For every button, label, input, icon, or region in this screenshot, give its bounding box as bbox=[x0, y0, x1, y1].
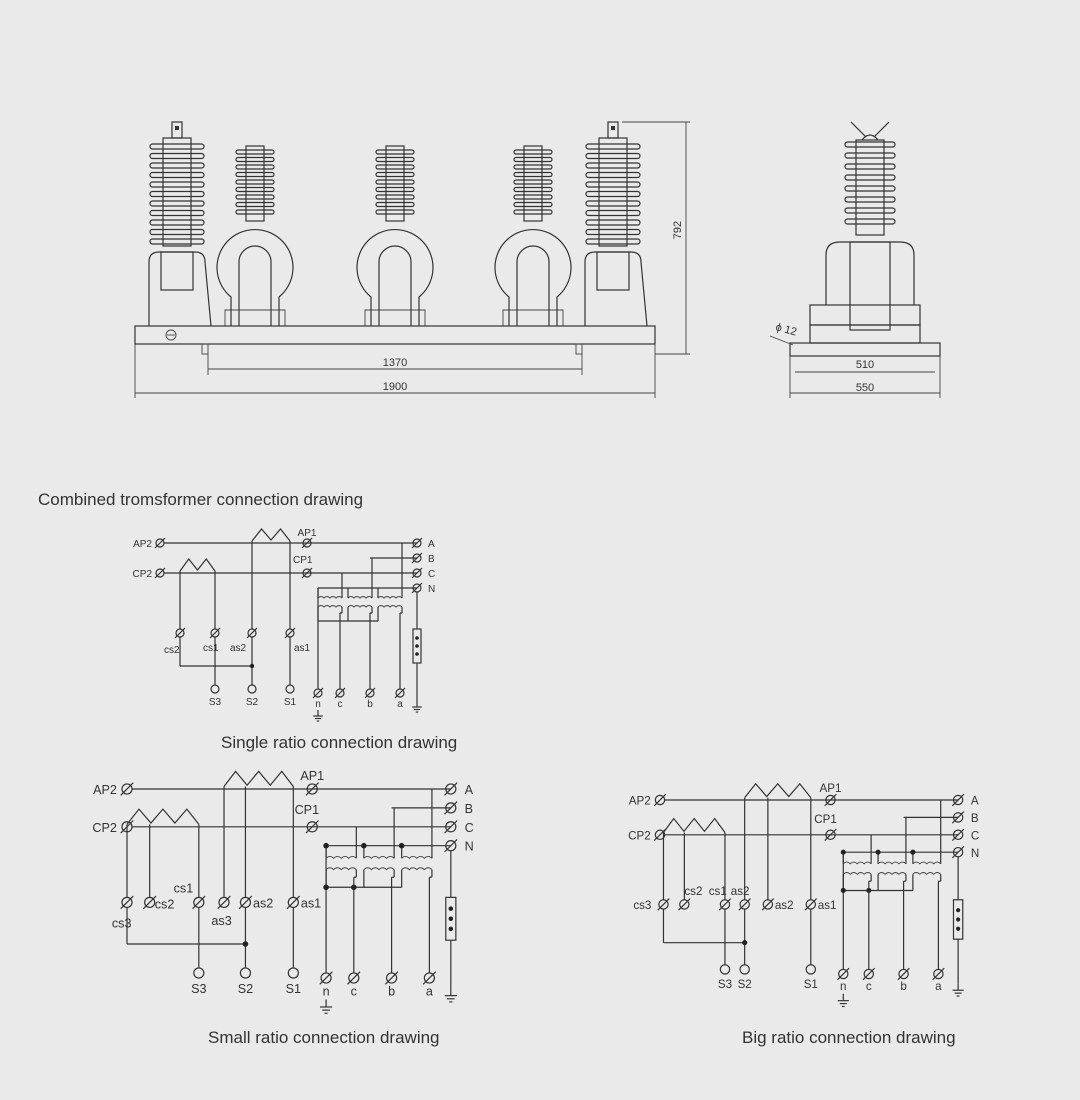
current-transformer-insulator bbox=[217, 146, 293, 326]
n-terminal-icon bbox=[320, 972, 333, 985]
s2-terminal-icon bbox=[240, 968, 250, 978]
voltage-transformer-icon bbox=[364, 808, 394, 887]
insulator-shed bbox=[150, 173, 204, 178]
secondary-tap-label: as2 bbox=[774, 899, 794, 913]
b-label: b bbox=[900, 980, 907, 994]
secondary-tap-label: as2 bbox=[253, 896, 274, 911]
phase-N-terminal-icon bbox=[952, 846, 964, 858]
junction-dot bbox=[323, 885, 329, 891]
insulator-shed bbox=[376, 158, 414, 162]
combined-title: Combined tromsformer connection drawing bbox=[38, 490, 364, 509]
dimension-1370: 1370 bbox=[382, 357, 408, 369]
ground-icon bbox=[412, 701, 422, 712]
ap-primary-winding bbox=[745, 784, 811, 798]
phase-N-terminal-icon bbox=[412, 583, 422, 593]
insulator-shed bbox=[150, 239, 204, 244]
cp2-label: CP2 bbox=[132, 569, 152, 580]
phase-N-label: N bbox=[970, 846, 980, 860]
b-terminal-icon bbox=[365, 688, 375, 698]
phase-C-label: C bbox=[464, 820, 474, 835]
phase-B-terminal-icon bbox=[412, 553, 422, 563]
secondary-tap-label: cs1 bbox=[203, 643, 219, 654]
secondary-terminal-icon bbox=[247, 628, 257, 638]
ground-icon bbox=[838, 994, 849, 1007]
ap2-terminal-icon bbox=[121, 783, 134, 796]
terminal-hole bbox=[611, 126, 615, 130]
insulator-shed bbox=[514, 173, 552, 177]
insulator-shed bbox=[376, 203, 414, 207]
junction-dot bbox=[399, 843, 405, 849]
insulator-shed bbox=[150, 220, 204, 225]
junction-dot bbox=[361, 843, 367, 849]
s2-terminal-icon bbox=[248, 685, 256, 693]
insulator-shed bbox=[376, 150, 414, 154]
phase-A-terminal-icon bbox=[412, 538, 422, 548]
secondary-terminal-icon bbox=[658, 899, 670, 911]
insulator-shed bbox=[586, 211, 640, 216]
base-frame bbox=[135, 326, 655, 344]
b-terminal-icon bbox=[385, 972, 398, 985]
ct-window bbox=[517, 246, 549, 326]
secondary-terminal-icon bbox=[805, 899, 817, 911]
voltage-transformer-icon bbox=[913, 800, 941, 890]
secondary-tap-label: as1 bbox=[817, 899, 837, 913]
a-label: a bbox=[397, 699, 403, 710]
ap2-terminal-icon bbox=[155, 538, 165, 548]
junction-dot bbox=[910, 850, 915, 855]
s2-label: S2 bbox=[237, 982, 254, 997]
insulator-shed bbox=[845, 219, 895, 224]
ct-core bbox=[850, 242, 890, 330]
insulator-shed bbox=[150, 163, 204, 168]
insulator-shed bbox=[586, 230, 640, 235]
insulator-shed bbox=[236, 158, 274, 162]
phase-N-label: N bbox=[464, 839, 474, 854]
small-ratio-schematic bbox=[92, 769, 473, 1013]
small-ratio-title: Small ratio connection drawing bbox=[208, 1028, 440, 1047]
secondary-terminal-icon bbox=[193, 896, 206, 909]
insulator-shed bbox=[514, 203, 552, 207]
insulator-shed bbox=[514, 188, 552, 192]
s3-label: S3 bbox=[717, 977, 733, 991]
voltage-transformer-icon bbox=[878, 817, 906, 890]
s1-label: S1 bbox=[283, 697, 297, 708]
ap1-terminal-icon bbox=[302, 538, 312, 548]
c-terminal-icon bbox=[348, 972, 361, 985]
cp1-label: CP1 bbox=[294, 803, 320, 818]
secondary-tap-label: as1 bbox=[294, 643, 311, 654]
terminal-hole bbox=[175, 126, 179, 130]
s1-terminal-icon bbox=[286, 685, 294, 693]
phase-C-terminal-icon bbox=[412, 568, 422, 578]
insulator-shed bbox=[150, 192, 204, 197]
cp2-label: CP2 bbox=[628, 829, 651, 843]
insulator-shed bbox=[150, 144, 204, 149]
ct-ring bbox=[217, 230, 293, 326]
insulator-shed bbox=[236, 195, 274, 199]
ct-window bbox=[239, 246, 271, 326]
cp1-label: CP1 bbox=[814, 813, 837, 827]
ap1-label: AP1 bbox=[300, 769, 325, 784]
big-ratio-title: Big ratio connection drawing bbox=[742, 1028, 956, 1047]
voltage-transformer-icon bbox=[843, 835, 871, 891]
insulator-shed bbox=[376, 210, 414, 214]
ground-icon bbox=[953, 983, 964, 996]
insulator-shed bbox=[586, 182, 640, 187]
terminal-arm bbox=[851, 122, 866, 137]
secondary-tap-label: cs2 bbox=[164, 645, 180, 656]
ap2-label: AP2 bbox=[133, 539, 152, 550]
secondary-tap-label: as1 bbox=[300, 896, 322, 911]
ct-ring bbox=[495, 230, 571, 326]
insulator-shed bbox=[586, 239, 640, 244]
voltage-transformer-icon bbox=[348, 558, 372, 621]
phase-A-terminal-icon bbox=[952, 794, 964, 806]
phase-A-label: A bbox=[428, 539, 435, 550]
phase-C-label: C bbox=[970, 829, 980, 843]
ap2-label: AP2 bbox=[628, 794, 651, 808]
secondary-tap-label: cs1 bbox=[173, 881, 194, 896]
s1-label: S1 bbox=[803, 977, 818, 991]
side-view-drawing bbox=[770, 122, 940, 398]
a-label: a bbox=[935, 980, 942, 994]
n-label: n bbox=[315, 699, 321, 710]
phase-B-label: B bbox=[428, 554, 435, 565]
insulator-shed bbox=[514, 180, 552, 184]
insulator-shed bbox=[150, 182, 204, 187]
junction-dot bbox=[323, 843, 329, 849]
insulator-body bbox=[585, 252, 647, 326]
current-transformer-insulator bbox=[495, 146, 571, 326]
insulator-shed bbox=[236, 188, 274, 192]
secondary-terminal-icon bbox=[210, 628, 220, 638]
a-label: a bbox=[425, 984, 433, 999]
insulator-shed bbox=[236, 203, 274, 207]
ground-icon bbox=[320, 999, 332, 1013]
cp2-label: CP2 bbox=[92, 820, 117, 835]
bushing-insulator bbox=[585, 122, 647, 326]
secondary-tap-label: cs2 bbox=[154, 897, 175, 912]
secondary-terminal-icon bbox=[218, 896, 231, 909]
n-terminal-icon bbox=[837, 968, 849, 980]
dimension-hole: ϕ 12 bbox=[774, 321, 799, 339]
a-terminal-icon bbox=[423, 972, 436, 985]
insulator-shed bbox=[586, 144, 640, 149]
insulator-window bbox=[161, 252, 193, 290]
s3-label: S3 bbox=[208, 697, 222, 708]
insulator-shed bbox=[845, 153, 895, 158]
big-ratio-schematic bbox=[628, 782, 979, 1007]
insulator-shed bbox=[845, 208, 895, 213]
cp1-terminal-icon bbox=[302, 568, 312, 578]
n-label: n bbox=[322, 984, 330, 999]
voltage-transformer-icon bbox=[326, 827, 356, 887]
phase-A-label: A bbox=[464, 783, 474, 798]
s3-terminal-icon bbox=[720, 965, 729, 974]
c-terminal-icon bbox=[863, 968, 875, 980]
insulator-shed bbox=[845, 186, 895, 191]
junction-dot bbox=[250, 664, 254, 668]
insulator-shed bbox=[236, 180, 274, 184]
secondary-terminal-icon bbox=[739, 899, 751, 911]
insulator-shed bbox=[150, 154, 204, 159]
secondary-tap-label: cs3 bbox=[111, 916, 132, 931]
secondary-tap-label: as2 bbox=[230, 643, 247, 654]
insulator-shed bbox=[514, 210, 552, 214]
c-terminal-icon bbox=[335, 688, 345, 698]
insulator-shed bbox=[376, 165, 414, 169]
mount-plate bbox=[810, 325, 920, 343]
a-terminal-icon bbox=[933, 968, 945, 980]
s3-terminal-icon bbox=[211, 685, 219, 693]
voltage-transformer-icon bbox=[402, 789, 432, 887]
phase-C-label: C bbox=[428, 569, 436, 580]
insulator-shed bbox=[376, 188, 414, 192]
insulator-shed bbox=[514, 150, 552, 154]
cp1-label: CP1 bbox=[293, 555, 313, 566]
insulator-shed bbox=[376, 180, 414, 184]
insulator-shed bbox=[845, 142, 895, 147]
n-label: n bbox=[840, 980, 847, 994]
damping-resistor-icon bbox=[953, 900, 962, 939]
dimension-792: 792 bbox=[672, 220, 684, 240]
tank-body bbox=[826, 242, 914, 305]
insulator-shed bbox=[586, 220, 640, 225]
ap1-label: AP1 bbox=[819, 781, 842, 795]
cp-primary-winding bbox=[663, 819, 724, 833]
voltage-transformer-icon bbox=[318, 573, 342, 621]
junction-dot bbox=[742, 940, 747, 945]
bushing-insulator bbox=[149, 122, 211, 326]
ap2-terminal-icon bbox=[654, 794, 666, 806]
ct-base bbox=[365, 310, 425, 326]
s2-terminal-icon bbox=[740, 965, 749, 974]
s1-label: S1 bbox=[285, 982, 302, 997]
junction-dot bbox=[876, 850, 881, 855]
insulator-shed bbox=[150, 211, 204, 216]
ap1-terminal-icon bbox=[825, 794, 837, 806]
insulator-shed bbox=[236, 210, 274, 214]
insulator-shed bbox=[586, 163, 640, 168]
secondary-terminal-icon bbox=[287, 896, 300, 909]
secondary-terminal-icon bbox=[679, 899, 691, 911]
cp1-terminal-icon bbox=[825, 829, 837, 841]
terminal-arm bbox=[874, 122, 889, 137]
secondary-tap-label: as3 bbox=[211, 914, 232, 929]
insulator-shed bbox=[150, 201, 204, 206]
insulator-body bbox=[149, 252, 211, 326]
insulator-shed bbox=[845, 175, 895, 180]
insulator-shed bbox=[586, 201, 640, 206]
junction-dot bbox=[841, 888, 846, 893]
b-label: b bbox=[367, 699, 373, 710]
ct-ring bbox=[357, 230, 433, 326]
secondary-terminal-icon bbox=[762, 899, 774, 911]
s1-terminal-icon bbox=[288, 968, 298, 978]
s2-label: S2 bbox=[737, 977, 752, 991]
s3-terminal-icon bbox=[194, 968, 204, 978]
a-terminal-icon bbox=[395, 688, 405, 698]
single-ratio-title: Single ratio connection drawing bbox=[221, 733, 458, 752]
secondary-tap-label: cs3 bbox=[633, 899, 652, 913]
s2-label: S2 bbox=[245, 697, 259, 708]
insulator-shed bbox=[376, 195, 414, 199]
ap1-label: AP1 bbox=[297, 528, 317, 539]
insulator-shed bbox=[236, 173, 274, 177]
insulator-shed bbox=[514, 158, 552, 162]
junction-dot bbox=[243, 941, 249, 947]
secondary-terminal-icon bbox=[239, 896, 252, 909]
insulator-shed bbox=[586, 173, 640, 178]
insulator-window bbox=[597, 252, 629, 290]
cp2-terminal-icon bbox=[155, 568, 165, 578]
ct-base bbox=[225, 310, 285, 326]
secondary-tap-label: cs1 bbox=[708, 885, 727, 899]
insulator-shed bbox=[586, 154, 640, 159]
dimension-510: 510 bbox=[855, 359, 875, 371]
ground-icon bbox=[313, 710, 323, 721]
mounting-foot bbox=[576, 344, 582, 354]
ap-primary-winding bbox=[252, 529, 290, 541]
insulator-shed bbox=[845, 164, 895, 169]
ap2-label: AP2 bbox=[93, 783, 117, 798]
phase-B-label: B bbox=[464, 801, 474, 816]
phase-A-label: A bbox=[970, 794, 979, 808]
phase-N-label: N bbox=[428, 584, 436, 595]
insulator-shed bbox=[514, 165, 552, 169]
insulator-shed bbox=[586, 192, 640, 197]
front-view-drawing bbox=[135, 122, 690, 398]
insulator-shed bbox=[150, 230, 204, 235]
secondary-terminal-icon bbox=[175, 628, 185, 638]
secondary-terminal-icon bbox=[285, 628, 295, 638]
insulator-shed bbox=[514, 195, 552, 199]
junction-dot bbox=[841, 850, 846, 855]
insulator-core bbox=[856, 140, 884, 235]
ap-primary-winding bbox=[224, 771, 293, 786]
c-label: c bbox=[350, 984, 357, 999]
insulator-shed bbox=[236, 165, 274, 169]
ct-window bbox=[379, 246, 411, 326]
b-label: b bbox=[388, 984, 396, 999]
ground-icon bbox=[445, 988, 457, 1002]
insulator-shed bbox=[236, 150, 274, 154]
secondary-tap-label: cs2 bbox=[684, 885, 703, 899]
dimension-550: 550 bbox=[855, 382, 875, 394]
cp-primary-winding bbox=[127, 809, 199, 824]
n-terminal-icon bbox=[313, 688, 323, 698]
s3-label: S3 bbox=[191, 982, 207, 997]
c-label: c bbox=[865, 980, 872, 994]
secondary-terminal-icon bbox=[719, 899, 731, 911]
mounting-foot bbox=[202, 344, 208, 354]
secondary-terminal-icon bbox=[121, 896, 134, 909]
hole-leader bbox=[770, 336, 793, 345]
tank-base bbox=[810, 305, 920, 325]
voltage-transformer-icon bbox=[378, 543, 402, 621]
phase-C-terminal-icon bbox=[952, 829, 964, 841]
c-label: c bbox=[337, 699, 343, 710]
current-transformer-insulator bbox=[357, 146, 433, 326]
insulator-shed bbox=[845, 197, 895, 202]
secondary-tap-label: as2 bbox=[730, 885, 750, 899]
phase-B-label: B bbox=[970, 812, 979, 826]
dimension-1900: 1900 bbox=[382, 381, 408, 393]
cp-primary-winding bbox=[180, 559, 215, 571]
base-frame bbox=[790, 343, 940, 356]
s1-terminal-icon bbox=[806, 965, 815, 974]
phase-B-terminal-icon bbox=[952, 812, 964, 824]
damping-resistor-icon bbox=[413, 629, 421, 663]
ct-base bbox=[503, 310, 563, 326]
insulator-shed bbox=[376, 173, 414, 177]
damping-resistor-icon bbox=[446, 897, 456, 940]
single-ratio-schematic bbox=[133, 528, 436, 721]
b-terminal-icon bbox=[898, 968, 910, 980]
